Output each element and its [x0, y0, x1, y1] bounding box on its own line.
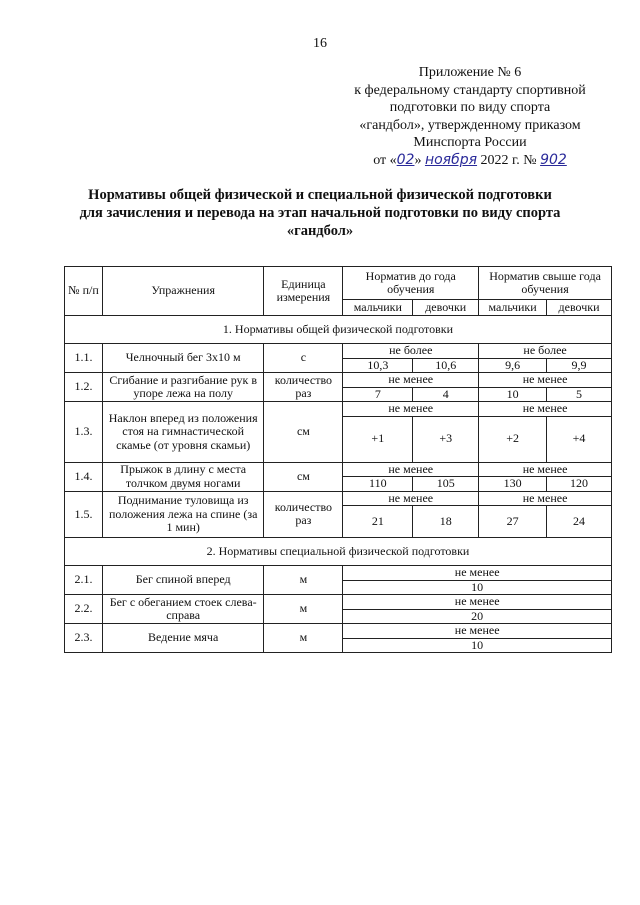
appendix-line: подготовки по виду спорта	[389, 100, 551, 116]
unit: м	[264, 624, 343, 653]
row-num: 1.2.	[65, 373, 103, 402]
condition: не менее	[479, 462, 612, 477]
unit: количество раз	[264, 491, 343, 538]
row-num: 2.3.	[65, 624, 103, 653]
header-unit: Единица измерения	[264, 267, 343, 316]
value-cell: +1	[343, 416, 413, 462]
value-cell: 9,9	[547, 358, 612, 373]
condition: не более	[343, 344, 479, 359]
year-part: 2022 г. №	[480, 152, 537, 168]
header-num: № п/п	[65, 267, 103, 316]
section-title: 2. Нормативы специальной физической подготовки	[65, 538, 612, 566]
row-num: 1.3.	[65, 402, 103, 463]
appendix-title: Приложение № 6	[418, 65, 522, 80]
condition: не менее	[343, 566, 612, 581]
exercise-name: Прыжок в длину с места толчком двумя ногами	[102, 462, 264, 491]
document-title	[40, 186, 600, 240]
value-cell: 10,3	[343, 358, 413, 373]
unit: м	[264, 595, 343, 624]
condition: не менее	[343, 373, 479, 388]
handwritten-day: 02	[396, 151, 415, 168]
exercise-name: Поднимание туловища из положения лежа на спине (за 1 мин)	[102, 491, 264, 538]
value-cell: +3	[413, 416, 479, 462]
date-prefix: от «	[373, 152, 397, 168]
value-cell: 20	[343, 609, 612, 624]
unit: см	[264, 402, 343, 463]
condition: не менее	[343, 624, 612, 639]
condition: не менее	[479, 402, 612, 417]
value-cell: 27	[479, 506, 547, 538]
appendix-line: Минспорта России	[413, 135, 527, 151]
value-cell: 18	[413, 506, 479, 538]
header-girls: девочки	[413, 300, 479, 316]
value-cell: 110	[343, 477, 413, 492]
row-num: 1.5.	[65, 491, 103, 538]
value-cell: +4	[547, 416, 612, 462]
appendix-line: к федеральному стандарту спортивной	[354, 82, 586, 98]
value-cell: 5	[547, 387, 612, 402]
row-num: 2.2.	[65, 595, 103, 624]
condition: не менее	[479, 491, 612, 506]
value-cell: 4	[413, 387, 479, 402]
value-cell: 10	[479, 387, 547, 402]
exercise-name: Бег спиной вперед	[102, 566, 264, 595]
value-cell: 10	[343, 638, 612, 653]
handwritten-month: ноября	[424, 151, 478, 168]
exercise-name: Ведение мяча	[102, 624, 264, 653]
condition: не менее	[343, 491, 479, 506]
value-cell: 105	[413, 477, 479, 492]
header-norm-over-year: Норматив свыше года обучения	[479, 267, 612, 300]
value-cell: 7	[343, 387, 413, 402]
page-number: 16	[313, 36, 327, 51]
norms-table	[64, 266, 612, 653]
exercise-name: Челночный бег 3х10 м	[102, 344, 264, 373]
title-line: для зачисления и перевода на этап начальной подготовки по виду спорта	[79, 205, 561, 221]
value-cell: 10,6	[413, 358, 479, 373]
value-cell: 21	[343, 506, 413, 538]
condition: не менее	[343, 462, 479, 477]
value-cell: 120	[547, 477, 612, 492]
value-cell: 130	[479, 477, 547, 492]
title-line: Нормативы общей физической и специальной физической подготовки	[88, 187, 552, 203]
section-title: 1. Нормативы общей физической подготовки	[65, 316, 612, 344]
condition: не менее	[479, 373, 612, 388]
row-num: 2.1.	[65, 566, 103, 595]
header-boys: мальчики	[343, 300, 413, 316]
condition: не более	[479, 344, 612, 359]
handwritten-number: 902	[540, 151, 567, 168]
unit: количество раз	[264, 373, 343, 402]
condition: не менее	[343, 402, 479, 417]
exercise-name: Сгибание и разгибание рук в упоре лежа на полу	[102, 373, 264, 402]
date-mid: »	[414, 152, 422, 168]
unit: см	[264, 462, 343, 491]
appendix-header	[330, 64, 610, 170]
row-num: 1.4.	[65, 462, 103, 491]
value-cell: 10	[343, 580, 612, 595]
exercise-name: Бег с обеганием стоек слева-справа	[102, 595, 264, 624]
condition: не менее	[343, 595, 612, 610]
value-cell: 9,6	[479, 358, 547, 373]
value-cell: +2	[479, 416, 547, 462]
header-boys: мальчики	[479, 300, 547, 316]
header-norm-until-year: Норматив до года обучения	[343, 267, 479, 300]
unit: м	[264, 566, 343, 595]
appendix-line: «гандбол», утвержденному приказом	[359, 117, 581, 133]
header-exercise: Упражнения	[102, 267, 264, 316]
order-date-line	[330, 152, 610, 170]
header-girls: девочки	[547, 300, 612, 316]
exercise-name: Наклон вперед из положения стоя на гимнастической скамье (от уровня скамьи)	[102, 402, 264, 463]
title-line: «гандбол»	[286, 223, 354, 239]
row-num: 1.1.	[65, 344, 103, 373]
value-cell: 24	[547, 506, 612, 538]
unit: с	[264, 344, 343, 373]
